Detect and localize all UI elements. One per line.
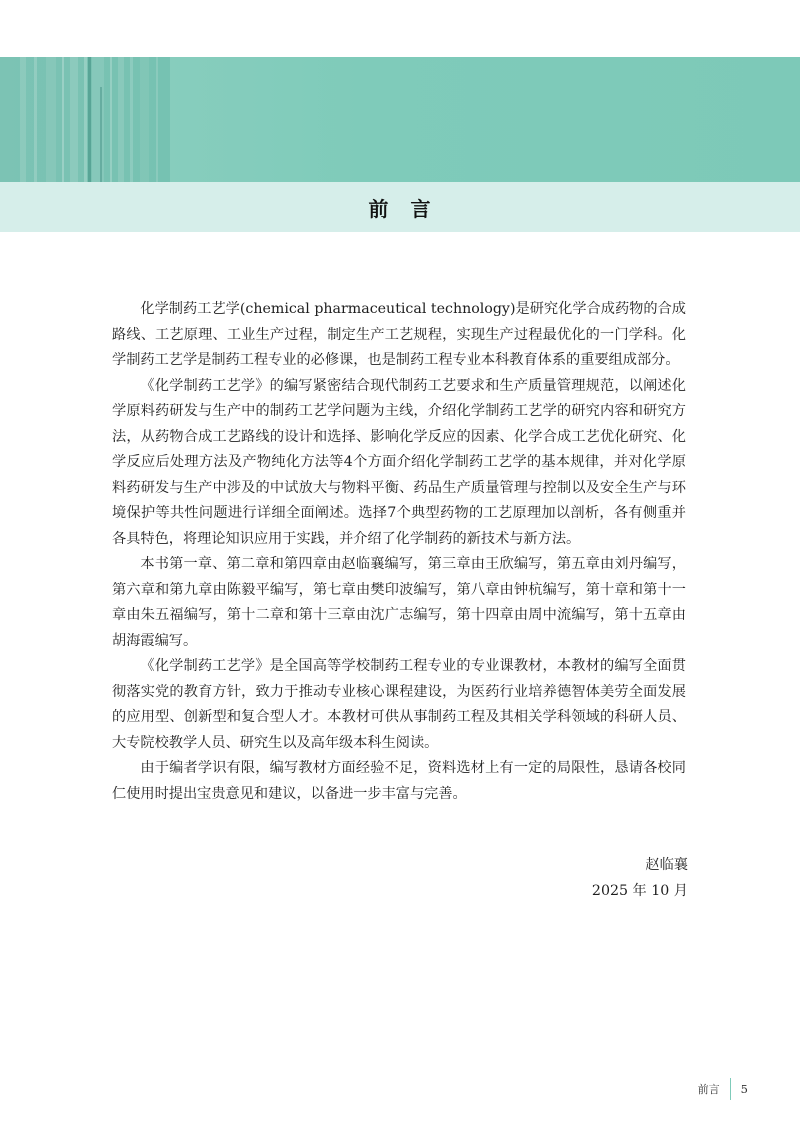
paragraph: 《化学制药工艺学》是全国高等学校制药工程专业的专业课教材，本教材的编写全面贯彻落实党的教育方针，致力于推动专业核心课程建设，为医药行业培养德智体美劳全面发展的应用型、创新型和复合型人才。本教材可供从事制药工程及其相关学科领域的科研人员、大专院校教学人员、研究生以及高年级本科生阅读。 (112, 658, 686, 751)
decorative-stripes (0, 57, 800, 182)
paragraph: 化学制药工艺学(chemical pharmaceutical technology)是研究化学合成药物的合成路线、工艺原理、工业生产过程，制定生产工艺规程，实现生产过程最优化的一门学科。化学制药工艺学是制药工程专业的必修课，也是制药工程专业本科教育体系的重要组成部分。 (112, 301, 686, 368)
page-title: 前 言 (368, 196, 432, 221)
author-name: 赵临襄 (645, 857, 688, 873)
page-number: 5 (740, 1082, 748, 1096)
signature-block (592, 853, 688, 904)
page-footer (698, 1078, 748, 1100)
title-strip (0, 182, 800, 232)
header-banner (0, 57, 800, 182)
footer-section: 前言 (697, 1083, 720, 1096)
preface-body (112, 297, 686, 807)
paragraph: 《化学制药工艺学》的编写紧密结合现代制药工艺要求和生产质量管理规范，以阐述化学原料药研发与生产中的制药工艺学问题为主线，介绍化学制药工艺学的研究内容和研究方法，从药物合成工艺路线的设计和选择、影响化学反应的因素、化学合成工艺优化研究、化学反应后处理方法及产物纯化方法等4个方面介绍化学制药工艺学的基本规律，并对化学原料药研发与生产中涉及的中试放大与物料平衡、药品生产质量管理与控制以及安全生产与环境保护等共性问题进行详细全面阐述。选择7个典型药物的工艺原理加以剖析，各有侧重并各具特色，将理论知识应用于实践，并介绍了化学制药的新技术与新方法。 (112, 377, 686, 547)
paragraph: 由于编者学识有限，编写教材方面经验不足，资料选材上有一定的局限性，恳请各校同仁使用时提出宝贵意见和建议，以备进一步丰富与完善。 (112, 760, 686, 802)
date: 2025 年 10 月 (591, 882, 688, 899)
footer-divider (730, 1078, 731, 1100)
paragraph: 本书第一章、第二章和第四章由赵临襄编写，第三章由王欣编写，第五章由刘丹编写，第六章和第九章由陈毅平编写，第七章由樊印波编写，第八章由钟杭编写，第十章和第十一章由朱五福编写，第十二章和第十三章由沈广志编写，第十四章由周中流编写，第十五章由胡海霞编写。 (112, 556, 686, 649)
